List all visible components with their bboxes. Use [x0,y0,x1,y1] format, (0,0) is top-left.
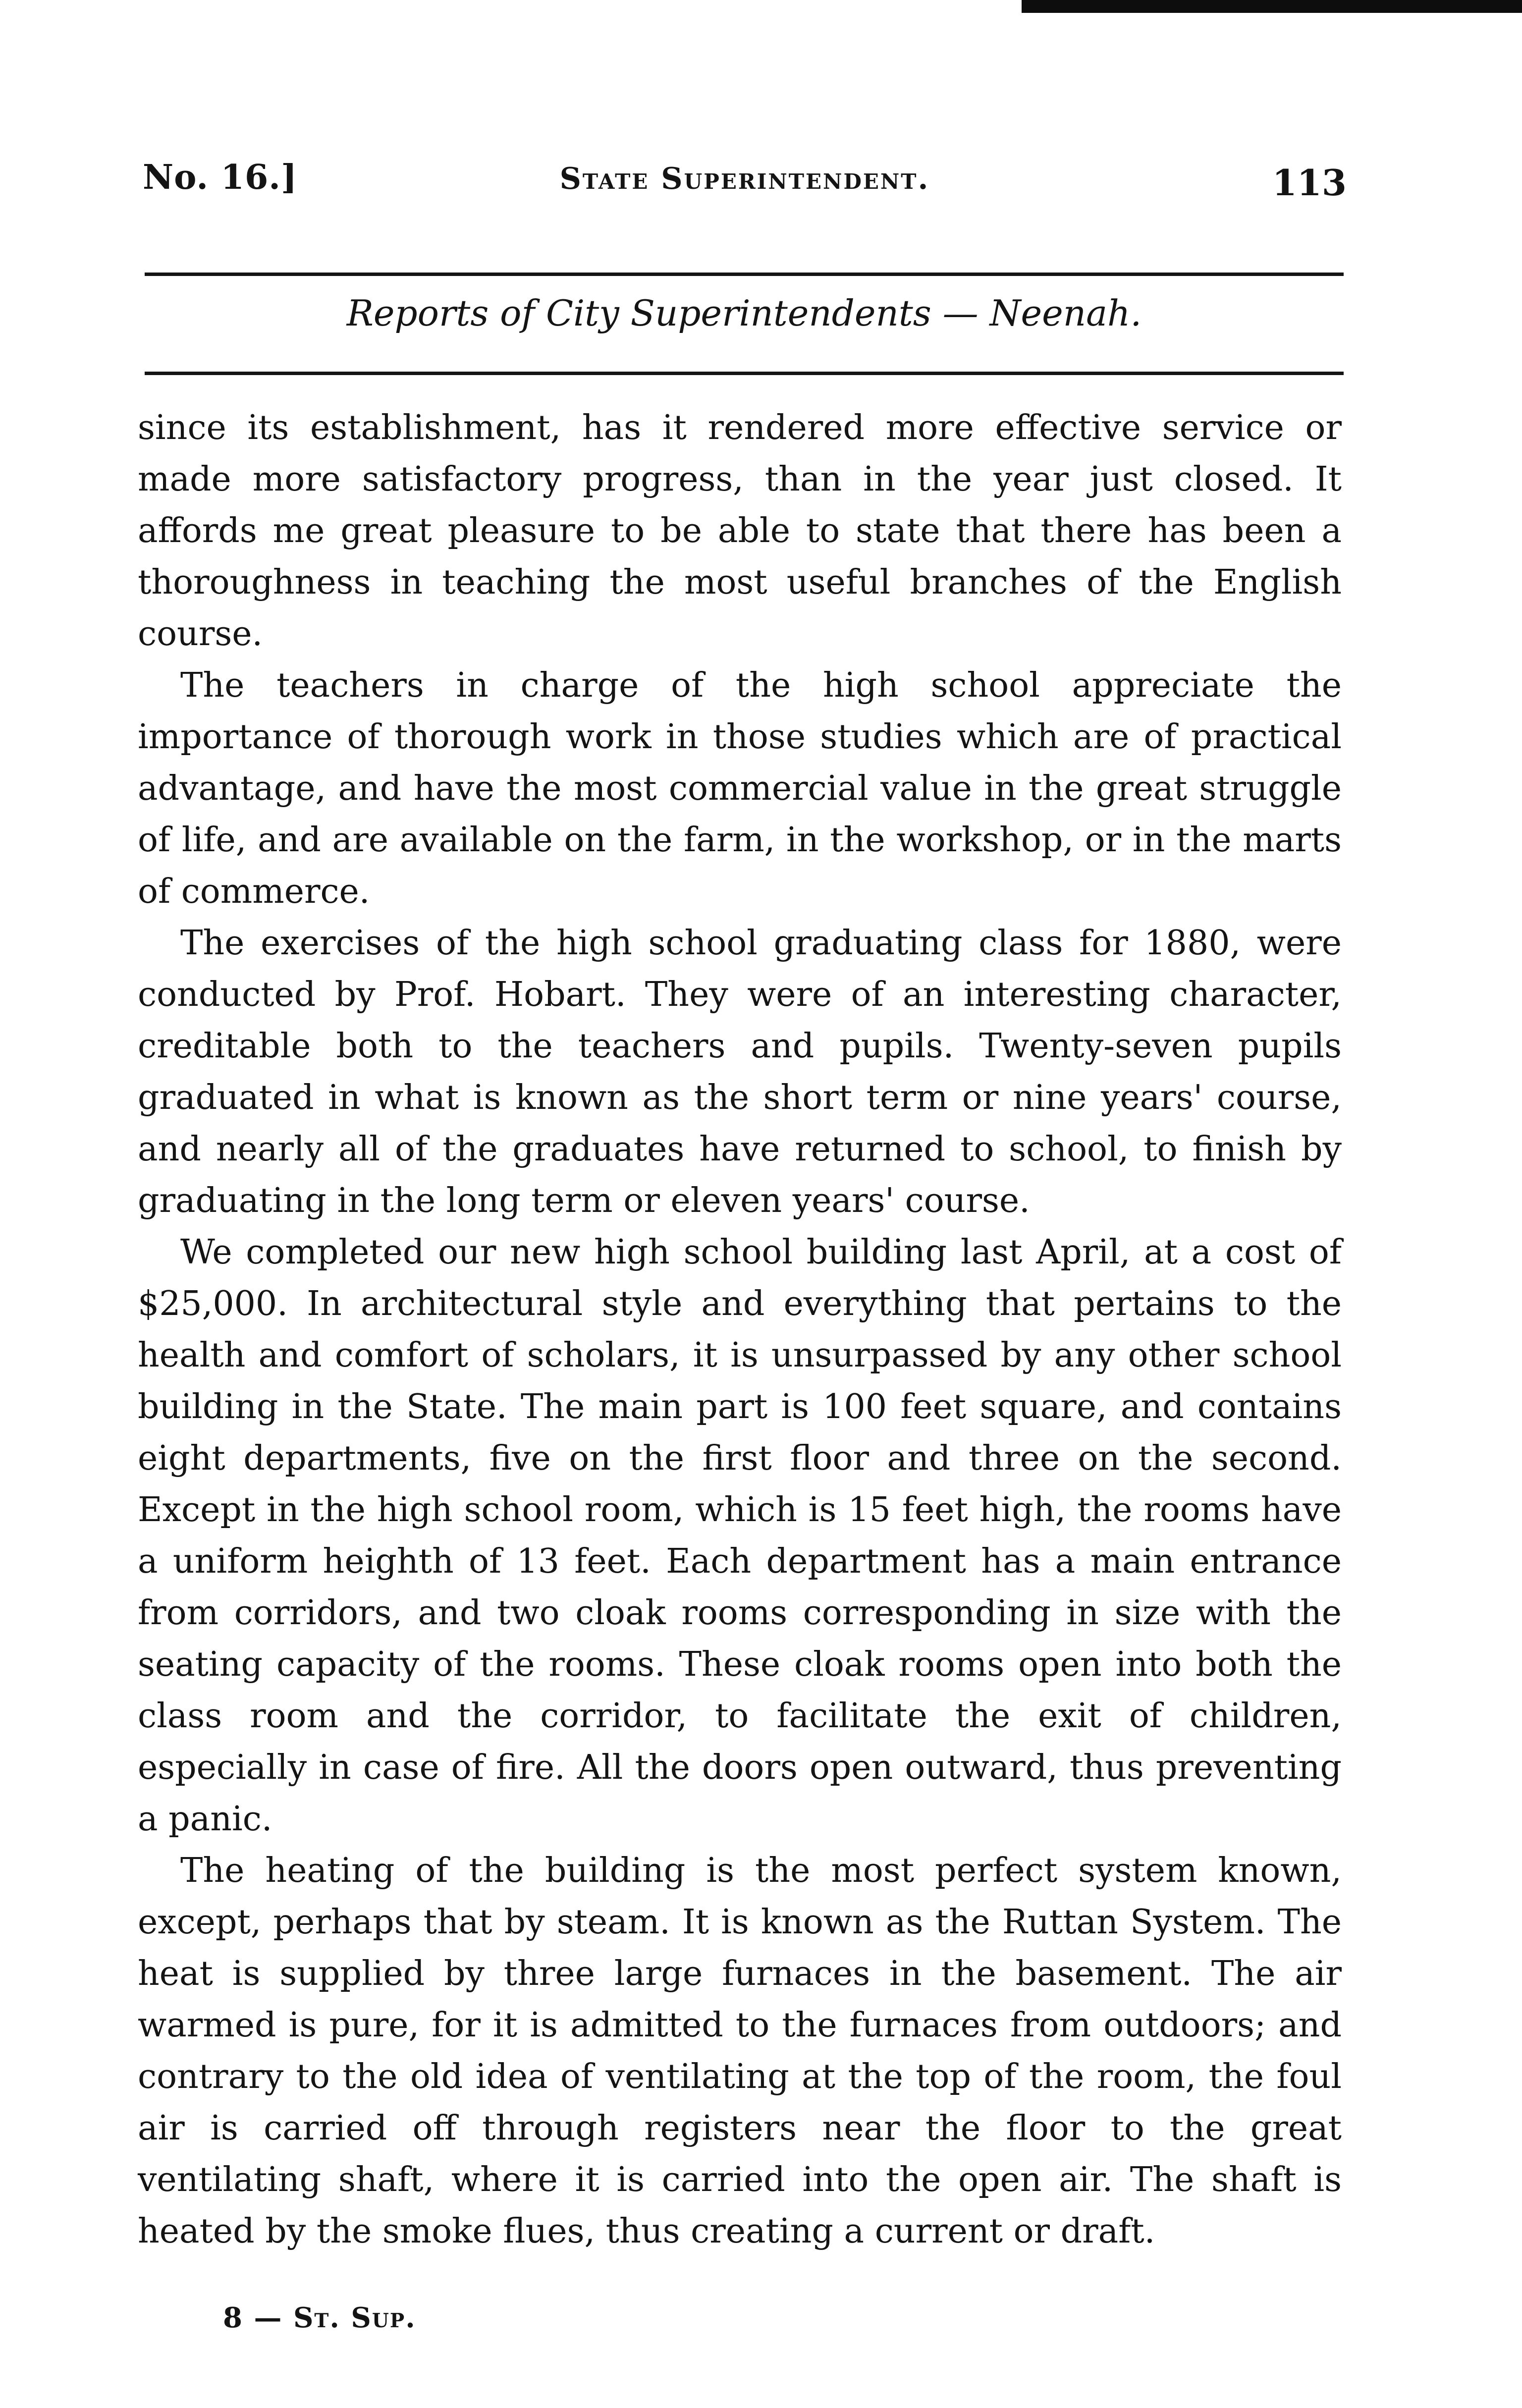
header-title: State Superintendent. [559,162,930,196]
running-title: Reports of City Superintendents — Neenah. [346,292,1142,334]
signature-mark [223,2301,416,2334]
paragraph-continuation: since its establishment, has it rendered more effective service or made more satisfactory progress, than in the year just closed. It affords me great pleasure to be able to state that there has been a thoroughness in teaching the most useful branches of the English course. [138,408,1342,654]
page-header [143,158,1347,227]
document-number: No. 16.] [143,158,298,197]
header-rule-top [145,273,1344,276]
body-text [138,402,1342,2257]
paragraph-graduation: The exercises of the high school graduating class for 1880, were conducted by Prof. Hobart. They were of an interesting character, creditable both to the teachers and pupils. Twenty-seven pupils graduated in what is known as the short term or nine years' course, and nearly all of the graduates have returned to school, to finish by graduating in the long term or eleven years' course. [138,924,1342,1220]
header-rule-bottom [145,372,1344,375]
signature-sheet: 8 — [223,2301,293,2334]
page-number: 113 [1272,162,1347,204]
paragraph-building: We completed our new high school building last April, at a cost of $25,000. In architectural style and everything that pertains to the health and comfort of scholars, it is unsurpassed by any other school building in the State. The main part is 100 feet square, and contains eight departments, five on the first floor and three on the second. Except in the high school room, which is 15 feet high, the rooms have a uniform heighth of 13 feet. Each department has a main entrance from corridors, and two cloak rooms corresponding in size with the seating capacity of the rooms. These cloak rooms open into both the class room and the corridor, to facilitate the exit of children, especially in case of fire. All the doors open outward, thus preventing a panic. [138,1233,1342,1839]
paragraph-heating: The heating of the building is the most perfect system known, except, perhaps that by steam. It is known as the Ruttan System. The heat is supplied by three large furnaces in the basement. The air warmed is pure, for it is admitted to the furnaces from outdoors; and contrary to the old idea of ventilating at the top of the room, the foul air is carried off through registers near the floor to the great ventilating shaft, where it is carried into the open air. The shaft is heated by the smoke flues, thus creating a current or draft. [138,1851,1342,2251]
signature-abbrev: St. Sup. [293,2301,416,2334]
paragraph-teachers: The teachers in charge of the high school appreciate the importance of thorough work in those studies which are of practical advantage, and have the most commercial value in the great struggle of life, and are available on the farm, in the workshop, or in the marts of commerce. [138,666,1342,911]
scan-edge-bar [1022,0,1522,13]
